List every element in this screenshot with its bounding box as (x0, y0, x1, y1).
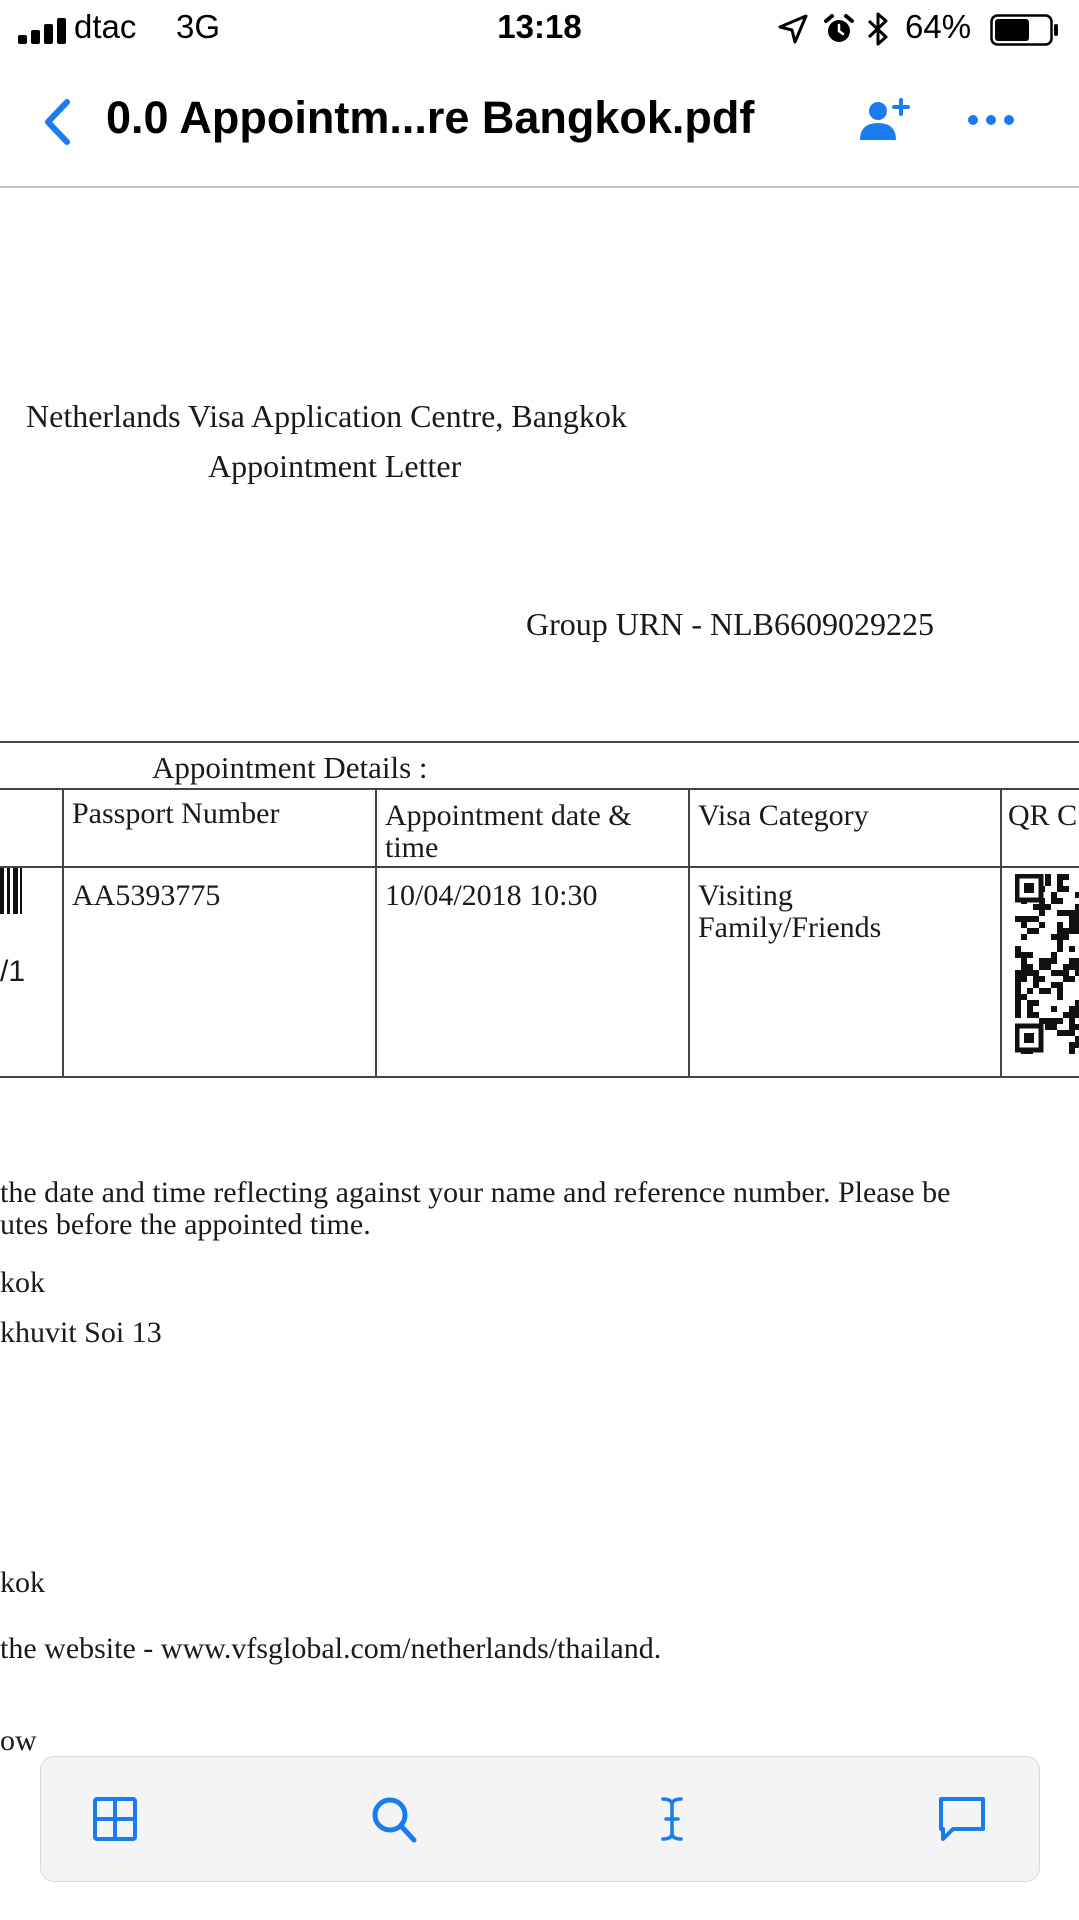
qr-module (1015, 1006, 1021, 1012)
qr-module (1033, 976, 1039, 982)
header-qr-code: QR C (1008, 799, 1078, 832)
qr-module (1075, 1036, 1079, 1042)
qr-module (1057, 934, 1063, 940)
qr-module (1045, 964, 1051, 970)
qr-module (1075, 928, 1079, 934)
qr-module (1063, 910, 1069, 916)
qr-module (1069, 1006, 1075, 1012)
qr-module (1015, 946, 1021, 952)
qr-module (1075, 958, 1079, 964)
qr-module (1051, 1024, 1057, 1030)
qr-module (1033, 1012, 1039, 1018)
qr-module (1033, 928, 1039, 934)
cell-visa-category-line1: Visiting (698, 879, 793, 912)
qr-module (1057, 1018, 1063, 1024)
qr-module (1033, 916, 1039, 922)
qr-module (1027, 916, 1033, 922)
barcode-fragment (0, 868, 24, 914)
qr-module (1021, 916, 1027, 922)
qr-module (1057, 982, 1063, 988)
qr-module (1021, 964, 1027, 970)
qr-module (1057, 910, 1063, 916)
qr-module (1027, 1012, 1033, 1018)
qr-module (1027, 928, 1033, 934)
qr-module (1057, 940, 1063, 946)
qr-module (1069, 946, 1075, 952)
qr-module (1069, 1042, 1075, 1048)
qr-module (1075, 910, 1079, 916)
qr-module (1063, 970, 1069, 976)
qr-module (1075, 904, 1079, 910)
battery-percent: 64% (905, 8, 972, 45)
qr-module (1021, 952, 1027, 958)
qr-module (1069, 1018, 1075, 1024)
section-divider (0, 741, 1079, 743)
qr-module (1069, 964, 1075, 970)
navigation-bar (0, 60, 1079, 188)
qr-module (1069, 922, 1075, 928)
qr-module (1045, 1018, 1051, 1024)
qr-module (1063, 928, 1069, 934)
qr-module (1021, 922, 1027, 928)
qr-module (1051, 958, 1057, 964)
qr-module (1075, 922, 1079, 928)
qr-module (1069, 928, 1075, 934)
add-person-icon[interactable] (858, 96, 910, 144)
qr-module (1063, 976, 1069, 982)
qr-module (1069, 1012, 1075, 1018)
table-line (62, 788, 64, 1078)
body-line-2: utes before the appointed time. (0, 1208, 371, 1241)
qr-module (1051, 970, 1057, 976)
qr-module (1057, 874, 1063, 880)
qr-module (1027, 970, 1033, 976)
body-line-6: the website - www.vfsglobal.com/netherlands/thailand. (0, 1632, 662, 1665)
qr-module (1051, 1006, 1057, 1012)
qr-module (1069, 1048, 1075, 1054)
qr-module (1075, 1042, 1079, 1048)
body-line-3: kok (0, 1266, 45, 1299)
qr-module (1057, 994, 1063, 1000)
qr-module (1033, 904, 1039, 910)
qr-module (1027, 1006, 1033, 1012)
alarm-clock-icon (823, 13, 855, 45)
qr-module (1021, 958, 1027, 964)
qr-module (1045, 874, 1051, 880)
body-line-7: ow (0, 1724, 37, 1757)
status-bar (0, 0, 1079, 60)
cell-partial-left: /1 (0, 955, 26, 988)
qr-module (1057, 886, 1063, 892)
qr-module (1015, 1012, 1021, 1018)
status-time: 13:18 (497, 8, 582, 45)
network-type: 3G (176, 8, 221, 45)
table-line (688, 788, 690, 1078)
qr-module (1057, 970, 1063, 976)
qr-module (1069, 916, 1075, 922)
qr-module (1015, 970, 1021, 976)
qr-module (1021, 976, 1027, 982)
qr-module (1069, 910, 1075, 916)
cell-passport-number: AA5393775 (72, 879, 221, 912)
qr-module (1051, 1018, 1057, 1024)
pdf-toolbar (40, 1756, 1040, 1882)
table-line (1000, 788, 1002, 1078)
qr-module (1075, 964, 1079, 970)
qr-module (1075, 916, 1079, 922)
qr-module (1039, 922, 1045, 928)
qr-module (1027, 1000, 1033, 1006)
qr-module (1051, 892, 1057, 898)
qr-module (1015, 916, 1021, 922)
qr-module (1069, 1030, 1075, 1036)
qr-module (1051, 898, 1057, 904)
qr-module (1045, 988, 1051, 994)
qr-module (1033, 982, 1039, 988)
battery-icon (990, 14, 1060, 46)
qr-module (1045, 880, 1051, 886)
qr-module (1027, 964, 1033, 970)
body-line-4: khuvit Soi 13 (0, 1316, 162, 1349)
letter-title: Netherlands Visa Application Centre, Bangkok (26, 398, 627, 434)
thumbnail-grid-icon[interactable] (91, 1793, 141, 1845)
qr-module (1063, 1012, 1069, 1018)
ellipsis-icon[interactable] (966, 110, 1016, 130)
qr-module (1075, 1006, 1079, 1012)
qr-module (1015, 976, 1021, 982)
qr-module (1039, 904, 1045, 910)
group-urn: Group URN - NLB6609029225 (526, 606, 934, 642)
qr-module (1075, 1024, 1079, 1030)
letter-subtitle: Appointment Letter (208, 448, 462, 484)
qr-module (1039, 988, 1045, 994)
qr-module (1069, 1024, 1075, 1030)
qr-finder-center (1024, 883, 1034, 893)
table-line (0, 1076, 1079, 1078)
qr-module (1015, 952, 1021, 958)
qr-module (1063, 1030, 1069, 1036)
qr-module (1063, 964, 1069, 970)
qr-module (1063, 874, 1069, 880)
qr-module (1021, 970, 1027, 976)
qr-module (1051, 952, 1057, 958)
qr-module (1045, 904, 1051, 910)
body-line-5: kok (0, 1566, 45, 1599)
table-line (0, 866, 1079, 868)
qr-module (1057, 946, 1063, 952)
qr-module (1039, 964, 1045, 970)
document-title: 0.0 Appointm...re Bangkok.pdf (106, 92, 755, 143)
cell-appointment-datetime: 10/04/2018 10:30 (385, 879, 598, 912)
qr-module (1057, 898, 1063, 904)
qr-module (1057, 1030, 1063, 1036)
qr-module (1045, 958, 1051, 964)
qr-code-image (1015, 874, 1079, 1054)
qr-module (1027, 988, 1033, 994)
qr-module (1015, 994, 1021, 1000)
qr-module (1063, 934, 1069, 940)
header-appointment-date: Appointment date & (385, 799, 632, 832)
qr-module (1021, 934, 1027, 940)
qr-module (1069, 976, 1075, 982)
text-cursor-icon[interactable] (647, 1793, 697, 1845)
qr-module (1057, 988, 1063, 994)
qr-module (1075, 1000, 1079, 1006)
qr-module (1033, 970, 1039, 976)
qr-module (1015, 982, 1021, 988)
appointment-details-heading: Appointment Details : (152, 750, 428, 785)
qr-module (1021, 994, 1027, 1000)
table-line (375, 788, 377, 1078)
table-line (0, 788, 1079, 790)
location-arrow-icon (778, 14, 808, 44)
header-visa-category: Visa Category (698, 799, 869, 832)
qr-module (1015, 1000, 1021, 1006)
qr-module (1015, 988, 1021, 994)
qr-module (1039, 976, 1045, 982)
qr-module (1045, 1024, 1051, 1030)
pdf-page-view[interactable] (0, 188, 1079, 1920)
body-line-1: the date and time reflecting against your name and reference number. Please be (0, 1176, 951, 1209)
search-icon[interactable] (369, 1793, 419, 1845)
qr-module (1075, 1012, 1079, 1018)
cell-visa-category-line2: Family/Friends (698, 911, 882, 944)
qr-module (1069, 958, 1075, 964)
qr-module (1039, 958, 1045, 964)
header-appointment-time: time (385, 831, 439, 864)
qr-module (1039, 910, 1045, 916)
qr-module (1063, 886, 1069, 892)
qr-module (1027, 952, 1033, 958)
qr-module (1033, 1000, 1039, 1006)
carrier-name: dtac (74, 8, 137, 45)
header-passport-number: Passport Number (72, 797, 280, 830)
qr-module (1057, 922, 1063, 928)
qr-module (1051, 982, 1057, 988)
qr-module (1057, 880, 1063, 886)
qr-module (1075, 892, 1079, 898)
qr-finder-center (1024, 1033, 1034, 1043)
qr-module (1039, 1018, 1045, 1024)
chevron-left-icon[interactable] (40, 96, 74, 148)
bluetooth-icon (866, 11, 890, 47)
qr-module (1051, 934, 1057, 940)
comment-icon[interactable] (937, 1793, 987, 1845)
qr-module (1057, 928, 1063, 934)
qr-module (1075, 970, 1079, 976)
